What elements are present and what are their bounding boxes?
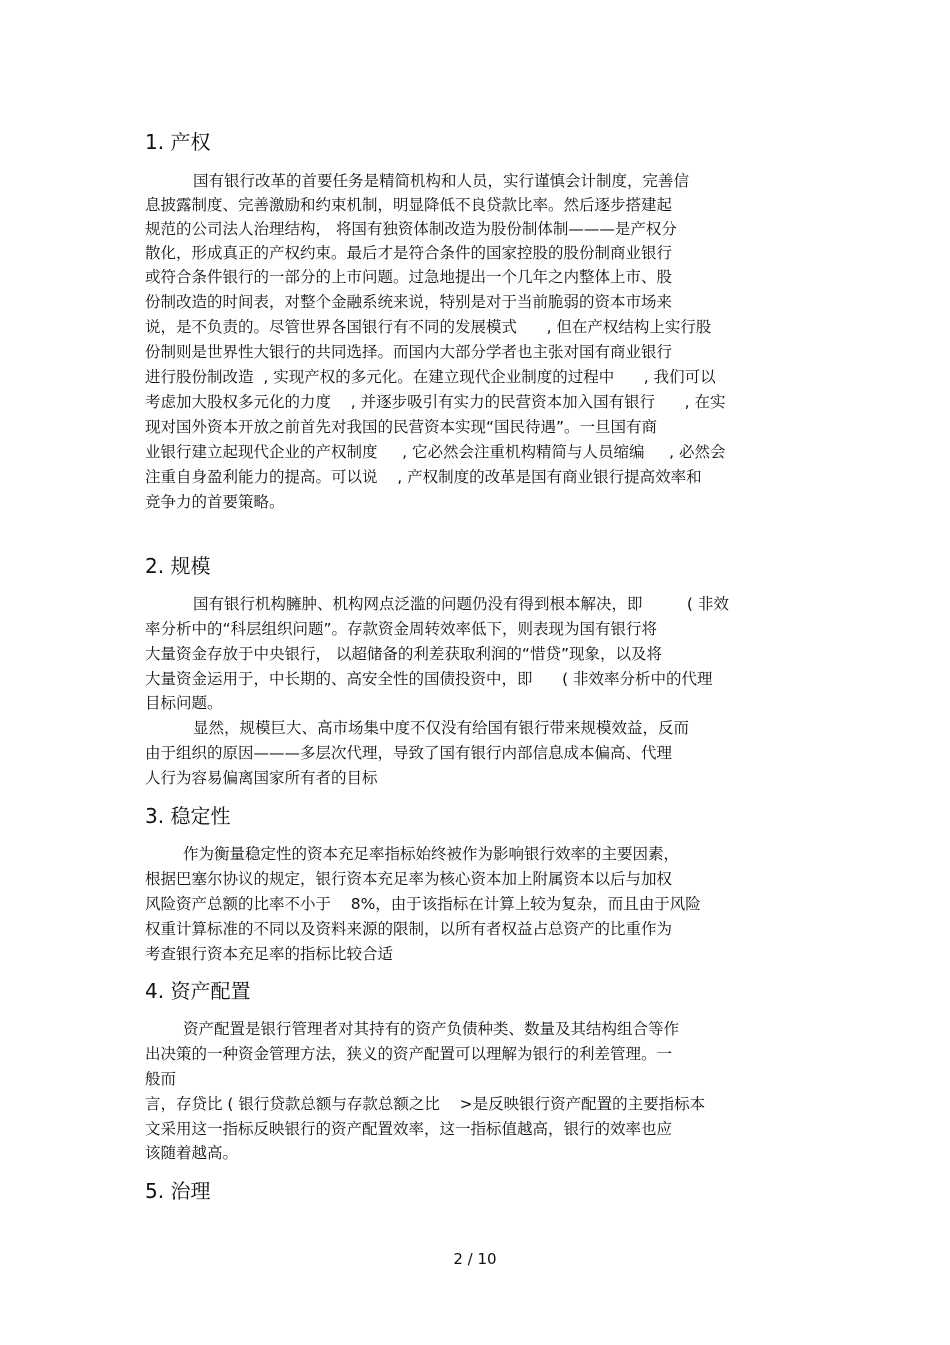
section-heading-stability: 3. 稳定性 [145,804,231,828]
paragraph-line: 息披露制度、完善激励和约束机制，明显降低不良贷款比率。然后逐步搭建起 [145,196,673,214]
paragraph-line: 业银行建立起现代企业的产权制度 , 它必然会注重机构精简与人员缩编 , 必然会 [145,443,726,461]
paragraph-line: 目标问题。 [145,694,223,712]
paragraph-line: 国有银行改革的首要任务是精简机构和人员，实行谨慎会计制度，完善信 [193,172,690,190]
paragraph-line: 进行股份制改造 , 实现产权的多元化。在建立现代企业制度的过程中 , 我们可以 [145,368,716,386]
paragraph-line: 现对国外资本开放之前首先对我国的民营资本实现“国民待遇”。一旦国有商 [145,418,658,436]
paragraph-line: 或符合条件银行的一部分的上市问题。过急地提出一个几年之内整体上市、股 [145,268,673,286]
paragraph-line: 份制改造的时间表，对整个金融系统来说，特别是对于当前脆弱的资本市场来 [145,293,673,311]
paragraph-line: 考虑加大股权多元化的力度 , 并逐步吸引有实力的民营资本加入国有银行 , 在实 [145,393,726,411]
paragraph-line: 注重自身盈利能力的提高。可以说 , 产权制度的改革是国有商业银行提高效率和 [145,468,702,486]
paragraph-line: 大量资金存放于中央银行， 以超储备的利差获取利润的“惜贷”现象，以及将 [145,645,662,663]
paragraph-line: 率分析中的“科层组织问题”。存款资金周转效率低下，则表现为国有银行将 [145,620,658,638]
paragraph-line: 显然，规模巨大、高市场集中度不仅没有给国有银行带来规模效益，反而 [193,719,690,737]
paragraph-line: 人行为容易偏离国家所有者的目标 [145,769,378,787]
paragraph-line: 该随着越高。 [145,1144,239,1162]
paragraph-line: 文采用这一指标反映银行的资产配置效率，这一指标值越高，银行的效率也应 [145,1120,673,1138]
paragraph-line: 风险资产总额的比率不小于 8%，由于该指标在计算上较为复杂，而且由于风险 [145,895,701,913]
paragraph-line: 说，是不负责的。尽管世界各国银行有不同的发展模式 , 但在产权结构上实行股 [145,318,712,336]
section-heading-scale: 2. 规模 [145,554,211,578]
paragraph-line: 权重计算标准的不同以及资料来源的限制，以所有者权益占总资产的比重作为 [145,920,673,938]
paragraph-line: 份制则是世界性大银行的共同选择。而国内大部分学者也主张对国有商业银行 [145,343,673,361]
section-heading-asset-allocation: 4. 资产配置 [145,979,251,1003]
paragraph-line: 考查银行资本充足率的指标比较合适 [145,945,394,963]
paragraph-line: 竞争力的首要策略。 [145,493,285,511]
paragraph-line: 出决策的一种资金管理方法，狭义的资产配置可以理解为银行的利差管理。一 [145,1045,673,1063]
paragraph-line: 作为衡量稳定性的资本充足率指标始终被作为影响银行效率的主要因素， [183,845,680,863]
paragraph-line: 由于组织的原因———多层次代理，导致了国有银行内部信息成本偏高、代理 [145,744,673,762]
paragraph-line: 般而 [145,1070,177,1088]
paragraph-line: 言，存贷比 ( 银行贷款总额与存款总额之比 >是反映银行资产配置的主要指标本 [145,1095,706,1113]
section-heading-governance: 5. 治理 [145,1179,211,1203]
paragraph-line: 规范的公司法人治理结构， 将国有独资体制改造为股份制体制———是产权分 [145,220,677,238]
page-number: 2 / 10 [453,1250,497,1268]
paragraph-line: 国有银行机构臃肿、机构网点泛滥的问题仍没有得到根本解决，即 ( 非效 [193,595,729,613]
paragraph-line: 大量资金运用于，中长期的、高安全性的国债投资中，即 ( 非效率分析中的代理 [145,670,713,688]
paragraph-line: 根据巴塞尔协议的规定，银行资本充足率为核心资本加上附属资本以后与加权 [145,870,673,888]
paragraph-line: 散化，形成真正的产权约束。最后才是符合条件的国家控股的股份制商业银行 [145,244,673,262]
section-heading-property-rights: 1. 产权 [145,130,211,154]
paragraph-line: 资产配置是银行管理者对其持有的资产负债种类、数量及其结构组合等作 [183,1020,680,1038]
